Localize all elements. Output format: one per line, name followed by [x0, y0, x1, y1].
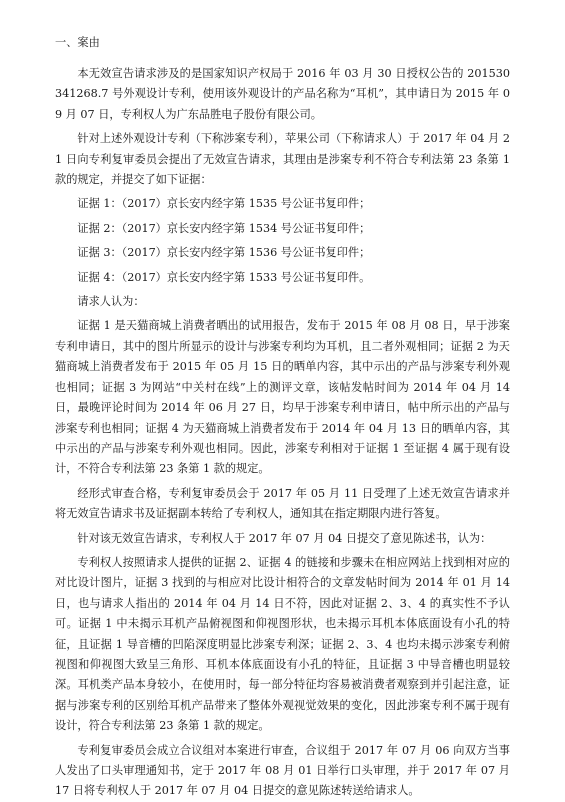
evidence-item: 证据 2：（2017）京长安内经字第 1534 号公证书复印件； — [77, 221, 371, 235]
oral-hearing-paragraph: 专利复审委员会成立合议组对本案进行审查，合议组于 2017 年 07 月 06 向双方当事人发出了口头审理通知书，定于 2017 年 08 月 01 日举行口头审理，并于 2017 年 07 月 17 日将专利权人于 2017 年 07 月 04 日提交的意见陈述转送给请求人。 — [55, 743, 510, 798]
requester-intro: 请求人认为： — [77, 295, 145, 309]
invalidation-request-paragraph: 针对上述外观设计专利（下称涉案专利），苹果公司（下称请求人）于 2017 年 04 月 21 日向专利复审委员会提出了无效宣告请求，其理由是涉案专利不符合专利法第 23 条第 1 款的规定，并提交了如下证据： — [55, 132, 510, 187]
evidence-item: 证据 4：（2017）京长安内经字第 1533 号公证书复印件。 — [77, 270, 371, 284]
patentee-intro-paragraph: 针对该无效宣告请求，专利权人于 2017 年 07 月 04 日提交了意见陈述书，认为： — [77, 531, 492, 545]
formal-review-paragraph: 经形式审查合格，专利复审委员会于 2017 年 05 月 11 日受理了上述无效宣告请求并将无效宣告请求书及证据副本转给了专利权人，通知其在指定期限内进行答复。 — [55, 486, 510, 521]
evidence-item: 证据 3：（2017）京长安内经字第 1536 号公证书复印件； — [77, 246, 371, 260]
section-heading: 一、案由 — [55, 36, 100, 49]
evidence-item: 证据 1：（2017）京长安内经字第 1535 号公证书复印件； — [77, 197, 371, 211]
requester-argument-paragraph: 证据 1 是天猫商城上消费者晒出的试用报告，发布于 2015 年 08 月 08 日，早于涉案专利申请日，其中的图片所显示的设计与涉案专利均为耳机，且二者外观相同；证据 2 为天猫商城上消费者发布于 2015 年 05 月 15 日的晒单内容，其中示出的产品与涉案专利外观也相同；证据 3 为网站“中关村在线”上的测评文章，该帖发帖时间为 2014 年 04 月 14 日，最晚评论时间为 2014 年 06 月 27 日，均早于涉案专利申请日，帖中所示出的产品与涉案专利也相同；证据 4 为天猫商城上消费者发布于 2014 年 04 月 13 日的晒单内容，其中示出的产品与涉案专利外观也相同。因此，涉案专利相对于证据 1 至证据 4 属于现有设计，不符合专利法第 23 条第 1 款的规定。 — [55, 319, 510, 476]
case-background-paragraph: 本无效宣告请求涉及的是国家知识产权局于 2016 年 03 月 30 日授权公告的 201530341268.7 号外观设计专利，使用该外观设计的产品名称为“耳机”，其申请日为 2015 年 09 月 07 日，专利权人为广东品胜电子股份有限公司。 — [55, 67, 510, 121]
patentee-argument-paragraph: 专利权人按照请求人提供的证据 2、证据 4 的链接和步骤未在相应网站上找到相对应的对比设计图片，证据 3 找到的与相应对比设计相符合的文章发帖时间为 2014 年 01 月 14 日，也与请求人指出的 2014 年 04 月 14 日不符，因此对证据 2、3、4 的真实性不予认可。证据 1 中未揭示耳机产品俯视图和仰视图形状，也未揭示耳机本体底面设有小孔的特征，且证据 1 导音槽的凹陷深度明显比涉案专利深；证据 2、3、4 也均未揭示涉案专利俯视图和仰视图大致呈三角形、耳机本体底面设有小孔的特征，且证据 3 中导音槽也明显较深。耳机类产品本身较小，在使用时，每一部分特征均容易被消费者观察到并引起注意，证据与涉案专利的区别给耳机产品带来了整体外观视觉效果的变化，因此涉案专利不属于现有设计，符合专利法第 23 条第 1 款的规定。 — [55, 555, 510, 733]
